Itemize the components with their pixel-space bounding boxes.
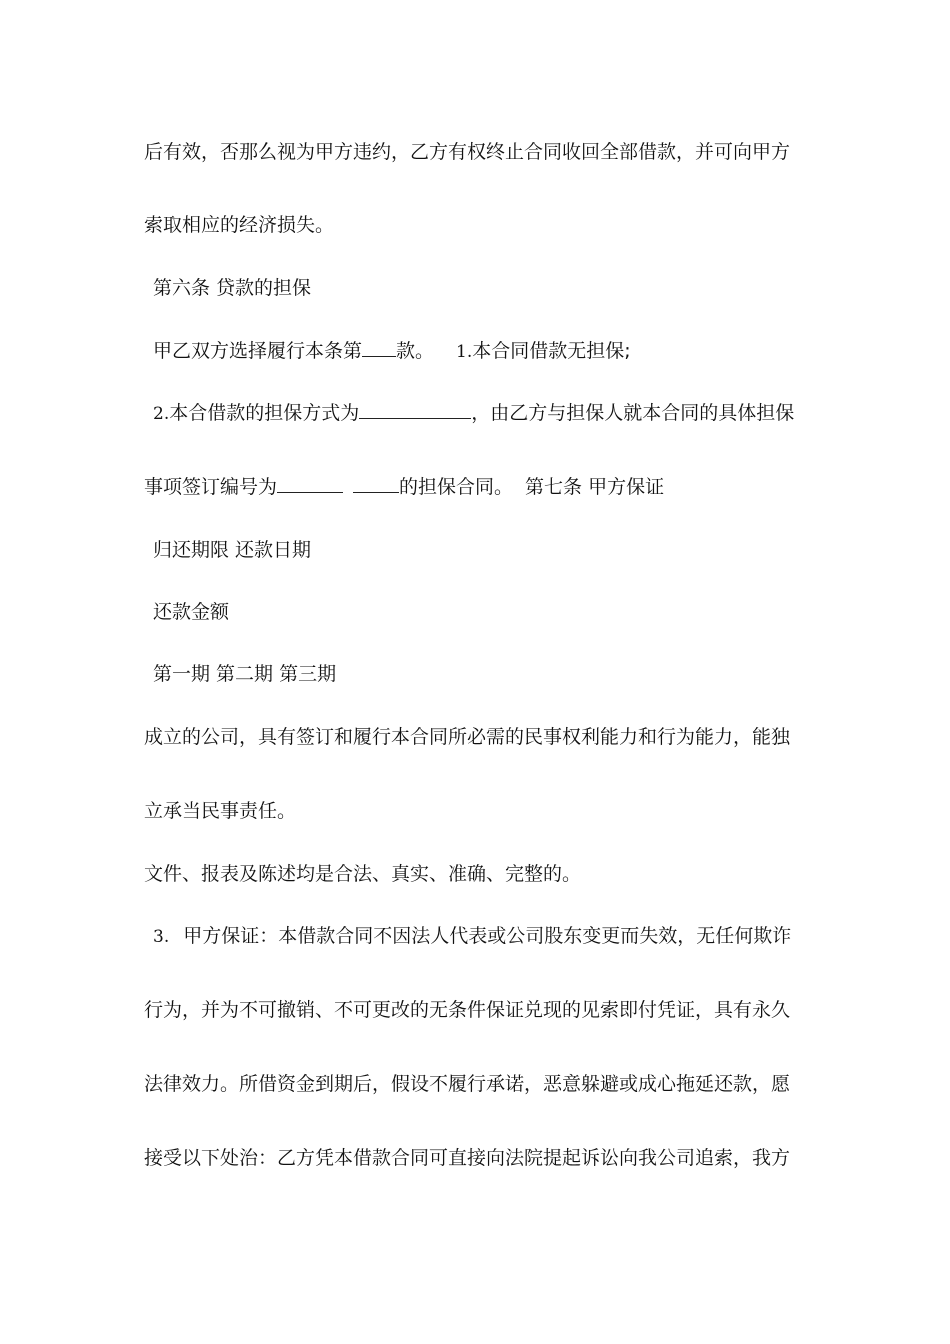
paragraph-line: 接受以下处治：乙方凭本借款合同可直接向法院提起诉讼向我公司追索，我方 bbox=[144, 1147, 791, 1169]
paragraph-line: 成立的公司，具有签订和履行本合同所必需的民事权利能力和行为能力，能独 bbox=[144, 726, 791, 748]
paragraph-line: 立承当民事责任。 bbox=[144, 800, 297, 822]
line-text: 的担保合同。 bbox=[399, 476, 514, 498]
line-text: 事项签订编号为 bbox=[144, 476, 278, 498]
paragraph-line bbox=[153, 400, 794, 427]
line-text: 本合借款的担保方式为 bbox=[169, 402, 360, 424]
line-text: 本合同借款无担保; bbox=[472, 340, 631, 362]
paragraph-line: 索取相应的经济损失。 bbox=[144, 214, 335, 236]
line-text: 甲乙双方选择履行本条第 bbox=[153, 340, 363, 362]
table-label: 还款金额 bbox=[153, 601, 230, 623]
item-number: 3. bbox=[153, 927, 170, 947]
line-text: ，由乙方与担保人就本合同的具体担保 bbox=[471, 402, 795, 424]
table-label: 第一期 第二期 第三期 bbox=[153, 663, 337, 685]
paragraph-line bbox=[153, 338, 631, 365]
line-text: 甲方保证：本借款合同不因法人代表或公司股东变更而失效，无任何欺诈 bbox=[183, 925, 792, 947]
paragraph-line bbox=[153, 923, 791, 950]
item-number: 2. bbox=[153, 404, 170, 424]
paragraph-line: 法律效力。所借资金到期后，假设不履行承诺，恶意躲避或成心拖延还款，愿 bbox=[144, 1073, 791, 1095]
paragraph-line: 后有效，否那么视为甲方违约，乙方有权终止合同收回全部借款，并可向甲方 bbox=[144, 141, 791, 163]
fill-blank bbox=[353, 474, 399, 493]
paragraph-line bbox=[144, 474, 664, 500]
table-label: 归还期限 还款日期 bbox=[153, 539, 312, 561]
fill-blank bbox=[277, 474, 343, 493]
article-heading: 第七条 甲方保证 bbox=[525, 476, 665, 498]
paragraph-line: 行为，并为不可撤销、不可更改的无条件保证兑现的见索即付凭证，具有永久 bbox=[144, 999, 791, 1021]
fill-blank bbox=[359, 400, 471, 419]
item-number: 1. bbox=[456, 342, 473, 362]
article-heading: 第六条 贷款的担保 bbox=[153, 277, 312, 299]
line-text: 款。 bbox=[396, 340, 435, 362]
fill-blank bbox=[362, 338, 396, 357]
paragraph-line: 文件、报表及陈述均是合法、真实、准确、完整的。 bbox=[144, 863, 582, 885]
